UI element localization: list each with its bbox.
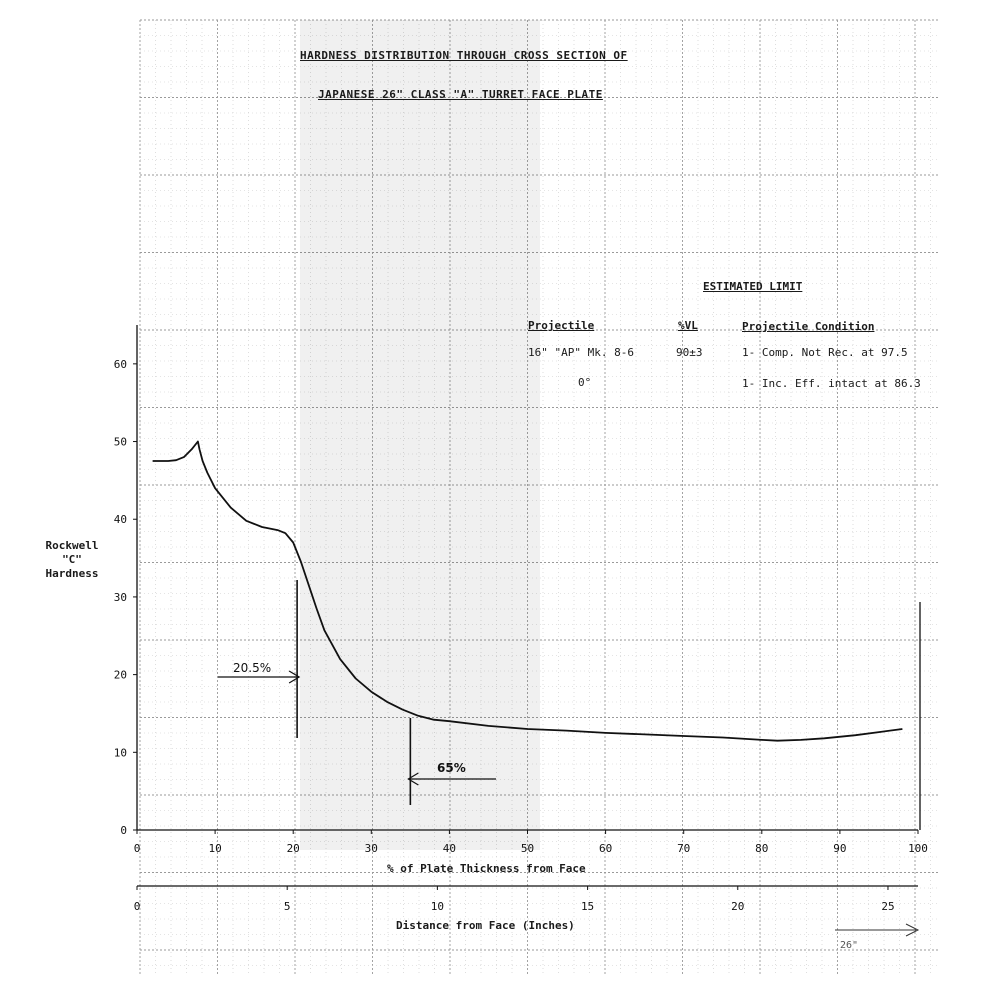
- x-tick-label: 60: [598, 842, 613, 855]
- annotation-20-5-label: 20.5%: [233, 661, 272, 675]
- annotation-65-label: 65%: [437, 761, 466, 775]
- x2-tick-label: 5: [283, 900, 291, 913]
- x-tick-label: 80: [755, 842, 769, 855]
- table-projectile: 16" "AP" Mk. 8-6: [528, 346, 634, 359]
- y-tick-label: 40: [113, 513, 127, 527]
- x-tick-label: 30: [364, 842, 378, 855]
- chart-title: HARDNESS DISTRIBUTION THROUGH CROSS SECTION OF: [300, 49, 628, 62]
- table-obliquity: 0°: [578, 376, 592, 389]
- table-col-vl: %VL: [678, 319, 698, 332]
- x-tick-label: 70: [677, 842, 691, 855]
- y-axis-label-line-2: "C": [62, 553, 82, 566]
- x-tick-label: 20: [286, 842, 300, 855]
- y-tick-label: 10: [113, 746, 127, 760]
- x2-tick-label: 15: [580, 900, 595, 913]
- x2-axis-end-label: 26": [840, 940, 859, 951]
- y-axis-label: [22, 539, 122, 581]
- y-tick-label: 50: [113, 435, 127, 449]
- x-tick-label: 10: [208, 842, 222, 855]
- table-condition-1: 1- Comp. Not Rec. at 97.5: [742, 346, 908, 359]
- x2-tick-label: 0: [133, 900, 141, 913]
- x2-tick-label: 10: [430, 900, 445, 913]
- x-tick-label: 40: [442, 842, 457, 855]
- table-condition-2: 1- Inc. Eff. intact at 86.3: [742, 377, 921, 390]
- table-heading: ESTIMATED LIMIT: [703, 280, 803, 293]
- x-axis-label: % of Plate Thickness from Face: [387, 862, 586, 875]
- x2-axis-label: Distance from Face (Inches): [396, 919, 575, 932]
- y-tick-label: 30: [113, 590, 127, 604]
- y-tick-label: 20: [113, 668, 127, 682]
- y-tick-label: 0: [120, 824, 127, 837]
- table-col-condition: Projectile Condition: [742, 320, 875, 333]
- x-tick-label: 90: [833, 842, 847, 855]
- x-tick-label: 100: [908, 842, 928, 855]
- x-tick-label: 50: [520, 842, 535, 855]
- x-tick-label: 0: [133, 842, 141, 855]
- table-col-projectile: Projectile: [528, 319, 595, 332]
- table-vl: 90±3: [676, 346, 703, 359]
- grid-shaded-band: [300, 20, 540, 850]
- y-tick-label: 60: [113, 357, 127, 371]
- x2-tick-label: 20: [731, 900, 745, 913]
- y-axis-label-line-1: Rockwell: [45, 539, 99, 552]
- grid-lines: [140, 20, 940, 975]
- y-axis-label-line-3: Hardness: [45, 567, 99, 580]
- x2-tick-label: 25: [881, 900, 895, 913]
- chart-subtitle: JAPANESE 26" CLASS "A" TURRET FACE PLATE: [318, 88, 603, 101]
